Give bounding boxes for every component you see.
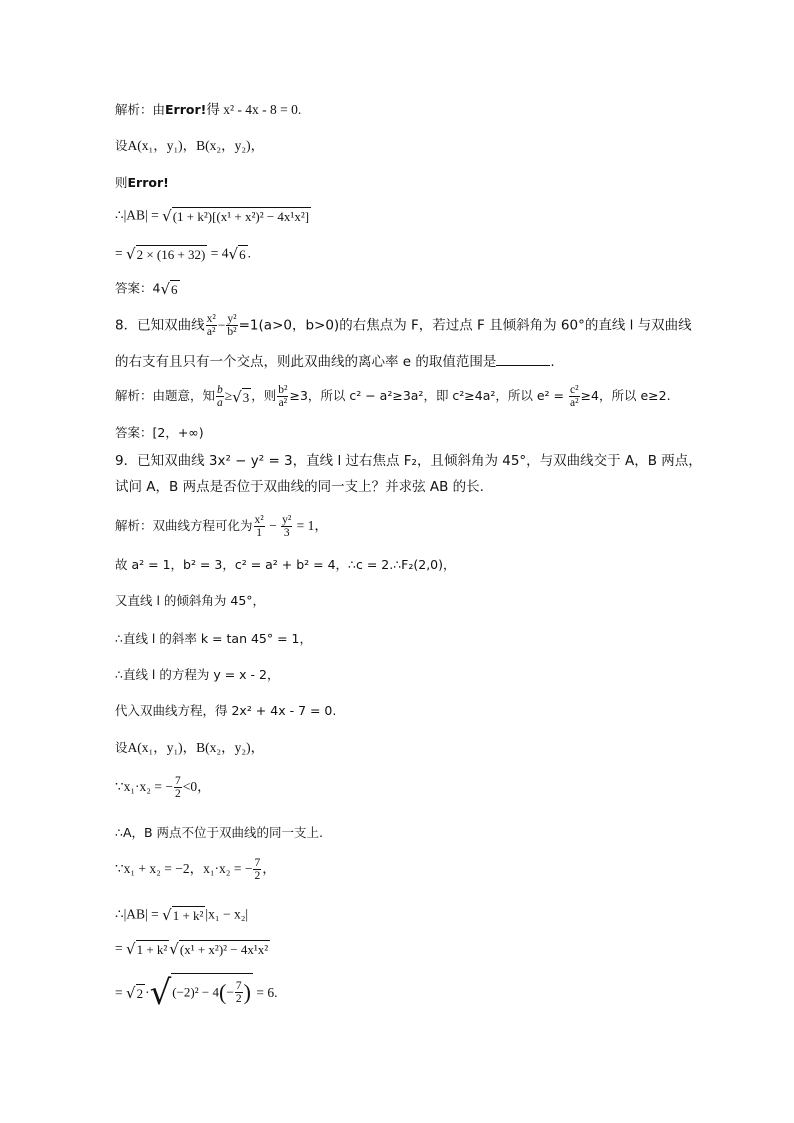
text: = <box>115 940 126 956</box>
sqrt-large: √ (−2)² − 4(− $\frac{7}{2}$ ) <box>149 973 251 1013</box>
line-substitute <box>115 703 336 719</box>
text: 设 <box>115 138 128 153</box>
text: |x₁ − x₂| <box>205 906 249 922</box>
fraction: $\frac{b}{a}$ <box>217 384 223 409</box>
sqrt: √ 6 <box>228 245 246 263</box>
text: . <box>247 245 251 261</box>
sqrt-body: (1 + k²)[(x¹ + x²)² − 4x¹x²] <box>172 209 310 224</box>
point-a: A(x₁，y₁)， <box>127 138 197 153</box>
text: = <box>115 985 126 1000</box>
line-equation <box>115 667 279 683</box>
line-abc <box>115 557 456 573</box>
line-set-points-2 <box>115 740 264 756</box>
text: 解析：双曲线方程可化为 <box>115 518 253 533</box>
line-then <box>115 175 169 191</box>
text: ≥4，所以 e≥2. <box>580 388 671 403</box>
sqrt: √ (x¹ + x²)² − 4x¹x² <box>169 940 269 958</box>
sqrt-body: 6 <box>239 247 246 262</box>
text: 设 <box>115 740 128 755</box>
text: 故 a² = 1，b² = 3，c² = a² + b² = 4，∴c = 2.∴F₂(2,0)， <box>115 557 456 572</box>
sqrt-body: 3 <box>242 389 250 405</box>
minus: − <box>217 317 226 333</box>
text: ∵x₁ + x₂ = −2，x₁·x₂ = − <box>115 861 253 876</box>
text: ∴直线 l 的斜率 k = tan 45° = 1， <box>115 631 312 646</box>
sqrt-body: 6 <box>171 282 178 297</box>
text: = 4 <box>207 245 229 261</box>
sqrt: √ 3 <box>232 387 250 406</box>
text: ≥ <box>224 388 233 403</box>
fraction: $\frac{\text{x²}}{\text{a²}}$ <box>206 313 216 338</box>
fraction: $\frac{\text{y²}}{3}$ <box>282 514 292 539</box>
answer-label: 答案：4 <box>115 280 161 296</box>
text: =1(a>0，b>0)的右焦点为 F，若过点 F 且倾斜角为 60°的直线 l 与双曲线 <box>238 317 692 334</box>
text: ∴直线 l 的方程为 y = x - 2， <box>115 667 280 682</box>
error-ref: Error! <box>165 102 207 117</box>
sqrt-body: (x¹ + x²)² − 4x¹x² <box>179 942 269 957</box>
line-ab-expand <box>115 940 270 958</box>
equation: 得 x² - 4x - 8 = 0. <box>206 102 302 117</box>
line-ab-value <box>115 245 251 263</box>
line-answer-7 <box>115 280 180 298</box>
text: 解析：由 <box>115 102 166 117</box>
answer-label: 答案：[2，+∞) <box>115 425 204 440</box>
text: 则 <box>115 175 128 190</box>
text: <0， <box>182 779 211 794</box>
fraction: $\frac{\text{b²}}{\text{a²}}$ <box>278 384 288 409</box>
text: ∴A，B 两点不位于双曲线的同一支上. <box>115 825 324 840</box>
fraction: $\frac{7}{2}$ <box>254 857 261 882</box>
text: ， <box>262 861 276 876</box>
sqrt-body: 2 <box>136 986 144 1001</box>
problem-8-line-2 <box>115 353 555 370</box>
text: 的右支有且只有一个交点，则此双曲线的离心率 e 的取值范围是 <box>115 354 497 370</box>
sqrt-body: 2 × (16 + 32) <box>136 247 206 262</box>
error-ref: Error! <box>127 175 169 190</box>
line-ab-result <box>115 973 277 1013</box>
sqrt: √ 2 × (16 + 32) <box>126 245 206 263</box>
line-slope <box>115 631 312 647</box>
line-conclusion <box>115 825 323 841</box>
line-answer-8 <box>115 425 204 441</box>
sqrt-body: 1 + k² <box>136 942 168 957</box>
sqrt: √ 1 + k² <box>126 940 168 958</box>
text: ，则 <box>251 388 277 403</box>
fraction: $\frac{\text{x²}}{1}$ <box>254 514 264 539</box>
line-solution-9 <box>115 514 328 539</box>
text: 试问 A，B 两点是否位于双曲线的同一支上？并求弦 AB 的长. <box>115 479 484 495</box>
sqrt-body: 1 + k² <box>172 908 204 923</box>
minus: − <box>265 518 281 533</box>
text: 8．已知双曲线 <box>115 317 205 334</box>
problem-9-line-1 <box>115 453 702 469</box>
text: 又直线 l 的倾斜角为 45°， <box>115 593 266 608</box>
sqrt: √ 2 <box>126 984 144 1002</box>
fraction: $\frac{\text{y²}}{\text{b²}}$ <box>227 313 237 338</box>
line-product <box>115 775 211 800</box>
text: ∴|AB| = <box>115 207 163 223</box>
line-set-points <box>115 138 264 154</box>
sqrt: √ 1 + k² <box>162 906 204 924</box>
text: . <box>550 354 555 370</box>
text: 解析：由题意，知 <box>115 388 216 403</box>
line-sum-product <box>115 857 276 882</box>
text: = <box>115 245 126 261</box>
point-b: B(x₂，y₂)， <box>196 138 265 153</box>
line-ab-chord <box>115 906 248 924</box>
text: = 6. <box>252 985 278 1000</box>
text: ∴|AB| = <box>115 906 163 922</box>
line-solution-1 <box>115 102 301 118</box>
line-ab-formula <box>115 207 311 225</box>
fraction: $\frac{7}{2}$ <box>235 980 242 1005</box>
line-angle <box>115 593 265 609</box>
fraction: $\frac{\text{c²}}{\text{a²}}$ <box>570 384 579 409</box>
sqrt: √ 6 <box>160 280 178 298</box>
fraction: $\frac{7}{2}$ <box>174 775 181 800</box>
text: ≥3，所以 c² − a²≥3a²，即 c²≥4a²，所以 e² = <box>289 388 568 403</box>
point-b: B(x₂，y₂)， <box>196 740 265 755</box>
text: 代入双曲线方程，得 2x² + 4x - 7 = 0. <box>115 703 337 718</box>
dot: · <box>145 985 150 1000</box>
sqrt: √ (1 + k²)[(x¹ + x²)² − 4x¹x²] <box>162 207 310 225</box>
point-a: A(x₁，y₁)， <box>127 740 197 755</box>
problem-8-line-1 <box>115 313 692 338</box>
text: 9．已知双曲线 3x² − y² = 3，直线 l 过右焦点 F₂，且倾斜角为 45°，与双曲线交于 A，B 两点， <box>115 453 702 469</box>
line-solution-8 <box>115 384 671 409</box>
problem-9-line-2 <box>115 479 484 495</box>
answer-blank[interactable] <box>496 353 550 366</box>
text: = 1， <box>293 518 328 533</box>
sqrt-body: (−2)² − 4 <box>172 984 219 1000</box>
text: ∵x₁·x₂ = − <box>115 779 173 794</box>
